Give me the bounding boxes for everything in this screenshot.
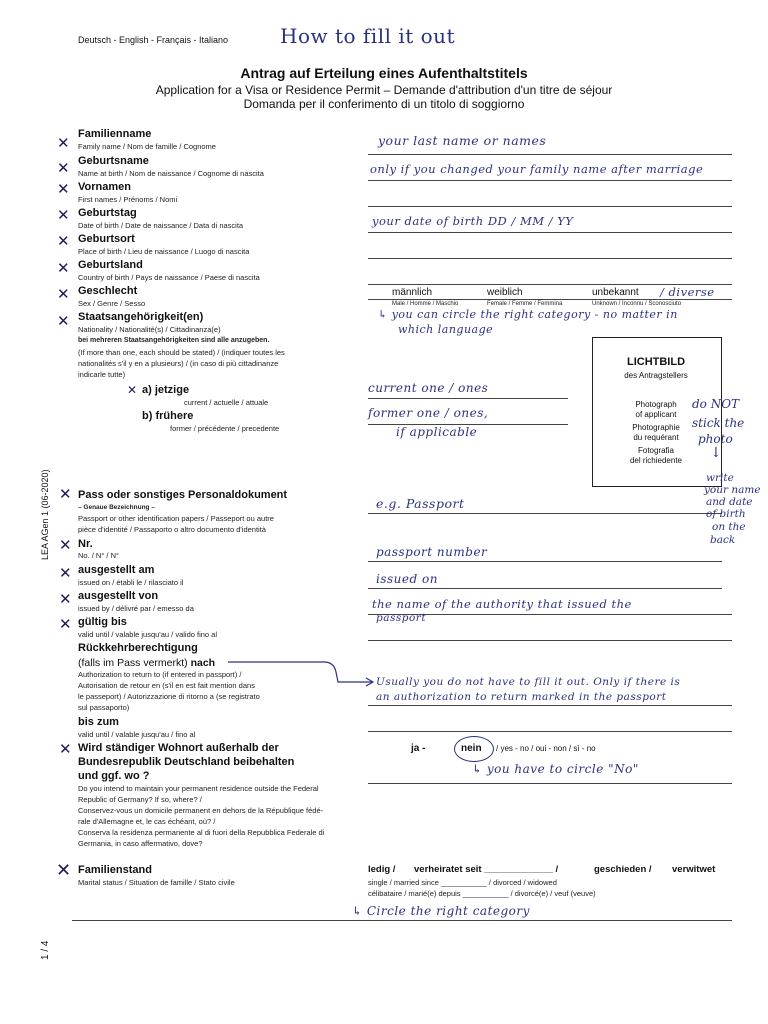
sub-pass-2: pièce d'identité / Passaporto o altro documento d'identità <box>78 525 266 534</box>
sub-rueckkehr-4: sul passaporto) <box>78 703 130 712</box>
hw-write-3: and date <box>706 496 753 508</box>
sub-jetzige: current / actuelle / attuale <box>184 398 269 407</box>
gender-unknown[interactable]: unbekannt <box>592 287 639 298</box>
field-line-jetzige[interactable] <box>368 398 568 399</box>
field-line-geburtstag[interactable] <box>368 232 732 233</box>
sub-wohnort: Republic of Germany? If so, where? / <box>78 795 202 804</box>
x-mark: ✕ <box>59 485 72 503</box>
label-fruehere: b) frühere <box>142 410 194 422</box>
sub-geschlecht: Sex / Genre / Sesso <box>78 299 146 308</box>
sub-nr: No. / N° / N° <box>78 551 120 560</box>
x-mark: ✕ <box>57 134 70 152</box>
x-mark: ✕ <box>59 740 72 758</box>
x-mark: ✕ <box>57 259 70 277</box>
section-divider <box>72 920 732 921</box>
sub-bis-zum: valid until / valable jusqu'au / fino al <box>78 730 196 739</box>
gender-unknown-sub: Unknown / Inconnu / Sconosciuto <box>592 301 682 307</box>
hw-write-4: of birth <box>706 508 746 520</box>
sub-wohnort: Conserva la residenza permanente al di fuori della Repubblica Federale di <box>78 828 325 837</box>
field-line-geburtsname[interactable] <box>368 180 732 181</box>
label-geburtsname: Geburtsname <box>78 155 149 167</box>
marital-verheiratet[interactable]: verheiratet seit _____________ / <box>414 864 559 875</box>
sub-geburtsort: Place of birth / Lieu de naissance / Luogo di nascita <box>78 247 250 256</box>
x-mark: ✕ <box>57 285 70 303</box>
hw-no-stick-1: do NOT <box>692 397 740 411</box>
hw-former-1: former one / ones, <box>368 406 489 420</box>
field-line-geschlecht <box>368 299 732 300</box>
sub-familienstand: Marital status / Situation de famille / Stato civile <box>78 878 235 887</box>
form-title-it: Domanda per il conferimento di un titolo di soggiorno <box>243 97 525 111</box>
sub-vornamen: First names / Prénoms / Nomi <box>78 195 178 204</box>
x-mark: ✕ <box>56 860 72 881</box>
x-mark: ✕ <box>57 312 70 330</box>
hw-passport-number: passport number <box>376 545 488 559</box>
hw-last-name: your last name or names <box>378 133 547 148</box>
hw-return-1: Usually you do not have to fill it out. Only if there is <box>376 676 681 688</box>
note-nationalities: bei mehreren Staatsangehörigkeiten sind alle anzugeben. <box>78 337 270 344</box>
sub-rueckkehr-1: Authorization to return to (if entered in passport) / <box>78 670 242 679</box>
hw-write-6: back <box>710 534 736 546</box>
label-rueckkehr-2: (falls im Pass vermerkt) nach <box>78 657 216 669</box>
hw-passport-eg: e.g. Passport <box>376 496 465 511</box>
x-mark: ✕ <box>57 206 70 224</box>
label-pass: Pass oder sonstiges Personaldokument <box>78 489 288 501</box>
field-line-nr[interactable] <box>368 561 722 562</box>
x-mark: ✕ <box>57 232 70 250</box>
label-jetzige: a) jetzige <box>142 384 190 396</box>
option-ja[interactable]: ja - <box>411 743 426 754</box>
hw-gender-diverse: / diverse <box>660 285 715 299</box>
hw-circle-marital: ↳ Circle the right category <box>352 904 530 918</box>
label-rueckkehr: Rückkehrberechtigung <box>78 642 198 654</box>
field-line-geburtsort[interactable] <box>368 258 732 259</box>
sub-pass-1: Passport or other identification papers / Passeport ou autre <box>78 514 274 523</box>
sub-wohnort: rale d'Allemagne et, le cas échéant, où? / <box>78 817 216 826</box>
gender-male[interactable]: männlich <box>392 287 433 298</box>
arrow-icon <box>226 656 376 690</box>
page-number: 1 / 4 <box>40 940 51 960</box>
form-title-en-fr: Application for a Visa or Residence Permit – Demande d'attribution d'un titre de séjour <box>155 83 613 97</box>
hw-circle-category-1: ↳ you can circle the right category - no matter in <box>378 308 678 321</box>
photo-subtitle: des Antragstellers <box>624 371 688 380</box>
hw-write-2: your name <box>704 484 761 496</box>
sub-geburtsname: Name at birth / Nom de naissance / Cognome di nascita <box>78 169 264 178</box>
hw-no-stick-3: photo <box>698 432 733 446</box>
hw-issued-on: issued on <box>376 572 438 586</box>
x-mark: ✕ <box>59 564 72 582</box>
sub-familienname: Family name / Nom de famille / Cognome <box>78 142 216 151</box>
hw-no-stick-2: stick the <box>692 416 745 430</box>
note-line: nationalités s'il y en a plusieurs) / (in caso di più cittadinanze <box>78 359 279 368</box>
label-wohnort-2: Bundesrepublik Deutschland beibehalten <box>78 756 295 768</box>
label-wohnort-1: Wird ständiger Wohnort außerhalb der <box>78 742 279 754</box>
photo-labels: Photograph of applicant Photographie du requérant Fotografia del richiedente <box>629 400 683 465</box>
label-familienname: Familienname <box>78 128 152 140</box>
field-line-rueckkehr[interactable] <box>368 705 732 706</box>
form-code: LEA AGen 1 (06-2020) <box>40 469 50 560</box>
x-mark: ✕ <box>57 159 70 177</box>
field-line-bis-zum[interactable] <box>368 731 732 732</box>
label-geburtsland: Geburtsland <box>78 259 143 271</box>
field-line-vornamen[interactable] <box>368 206 732 207</box>
note-line: indicarle tutte) <box>78 370 126 379</box>
label-nr: Nr. <box>78 538 93 550</box>
hw-dob: your date of birth DD / MM / YY <box>372 214 574 228</box>
sub-rueckkehr-2: Autorisation de retour en (s'il en est fait mention dans <box>78 681 255 690</box>
label-wohnort-3: und ggf. wo ? <box>78 770 150 782</box>
label-bis-zum: bis zum <box>78 716 119 728</box>
hw-birth-name: only if you changed your family name after marriage <box>370 162 704 176</box>
language-line: Deutsch - English - Français - Italiano <box>78 35 229 45</box>
label-geburtstag: Geburtstag <box>78 207 137 219</box>
hw-current: current one / ones <box>368 381 489 395</box>
field-line-pass[interactable] <box>368 513 722 514</box>
label-staatsangehoerigkeit: Staatsangehörigkeit(en) <box>78 311 204 323</box>
yes-no-translations: / yes - no / oui - non / sì - no <box>496 744 596 753</box>
hw-circle-category-2: which language <box>398 323 494 336</box>
gender-female[interactable]: weiblich <box>487 287 523 298</box>
label-ausgestellt-am: ausgestellt am <box>78 564 155 576</box>
marital-ledig[interactable]: ledig / <box>368 864 396 875</box>
x-mark: ✕ <box>127 383 138 397</box>
marital-geschieden[interactable]: geschieden / <box>594 864 652 875</box>
x-mark: ✕ <box>59 590 72 608</box>
label-gueltig-bis: gültig bis <box>78 616 127 628</box>
label-geburtsort: Geburtsort <box>78 233 135 245</box>
hw-write-5: on the <box>712 521 746 533</box>
marital-verwitwet[interactable]: verwitwet <box>672 864 716 875</box>
hw-write-1: write <box>706 472 734 484</box>
handwritten-title: How to fill it out <box>280 24 456 48</box>
hw-authority-2: passport <box>376 612 427 624</box>
down-arrow-icon: ↓ <box>710 445 722 461</box>
label-ausgestellt-von: ausgestellt von <box>78 590 159 602</box>
field-line-wohnort[interactable] <box>368 783 732 784</box>
sub-geburtsland: Country of birth / Pays de naissance / Paese di nascita <box>78 273 260 282</box>
hw-circle-no: ↳ you have to circle "No" <box>472 762 639 776</box>
field-line-ausgestellt-am[interactable] <box>368 588 722 589</box>
sub-rueckkehr-3: le passeport) / Autorizzazione di ritorno a (se registrato <box>78 692 260 701</box>
label-geschlecht: Geschlecht <box>78 285 138 297</box>
gender-male-sub: Male / Homme / Maschio <box>392 301 459 307</box>
sub-wohnort: Germania, in caso affermativo, dove? <box>78 839 203 848</box>
marital-row-fr: célibataire / marié(e) depuis ___________ / divorcé(e) / veuf (veuve) <box>368 889 596 898</box>
label-familienstand: Familienstand <box>78 864 152 876</box>
sub-ausgestellt-von: issued by / délivré par / emesso da <box>78 604 194 613</box>
x-mark: ✕ <box>57 180 70 198</box>
sub-pass-bezeichnung: – Genaue Bezeichnung – <box>78 504 155 511</box>
hw-former-2: if applicable <box>396 425 478 439</box>
x-mark: ✕ <box>59 615 72 633</box>
sub-geburtstag: Date of birth / Date de naissance / Data di nascita <box>78 221 244 230</box>
marital-row-en: single / married since ___________ / divorced / widowed <box>368 878 557 887</box>
field-line-gueltig-bis[interactable] <box>368 640 732 641</box>
hw-authority-1: the name of the authority that issued the <box>372 597 632 611</box>
gender-female-sub: Female / Femme / Femmina <box>487 301 563 307</box>
hw-return-2: an authorization to return marked in the passport <box>376 691 667 703</box>
option-nein[interactable]: nein <box>461 743 482 754</box>
photo-title: LICHTBILD <box>626 356 686 368</box>
sub-wohnort: Do you intend to maintain your permanent residence outside the Federal <box>78 784 319 793</box>
sub-gueltig-bis: valid until / valable jusqu'au / valido fino al <box>78 630 218 639</box>
x-mark: ✕ <box>59 536 72 554</box>
field-line-familienname[interactable] <box>368 154 732 155</box>
label-vornamen: Vornamen <box>78 181 131 193</box>
sub-fruehere: former / précédente / precedente <box>170 424 280 433</box>
note-line: (If more than one, each should be stated) / (indiquer toutes les <box>78 348 285 357</box>
sub-wohnort: Conservez-vous un domicile permanent en dehors de la République fédé- <box>78 806 324 815</box>
form-title: Antrag auf Erteilung eines Aufenthaltstitels <box>240 65 528 81</box>
sub-staatsangehoerigkeit: Nationality / Nationalité(s) / Cittadinanza(e) <box>78 325 221 334</box>
sub-ausgestellt-am: issued on / établi le / rilasciato il <box>78 578 184 587</box>
